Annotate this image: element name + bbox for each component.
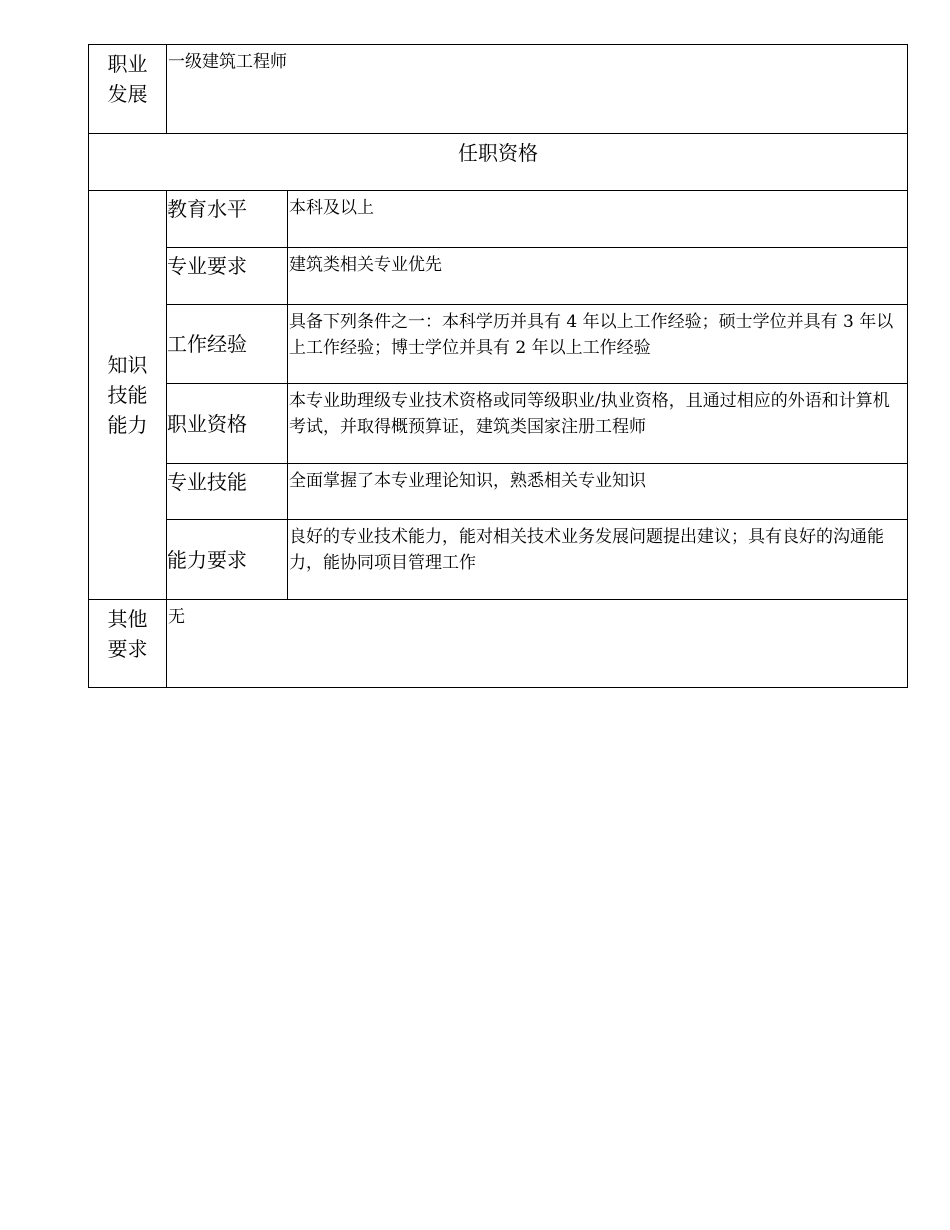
knowledge-label-line1: 知识: [107, 353, 148, 377]
other-label-line1: 其他: [107, 607, 148, 631]
knowledge-label-line2: 技能: [107, 383, 148, 407]
skills-value: 全面掌握了本专业理论知识，熟悉相关专业知识: [288, 464, 908, 520]
career-label-cell: [89, 45, 167, 134]
education-label: 教育水平: [167, 191, 288, 248]
job-requirements-table: [88, 44, 908, 688]
major-label: 专业要求: [167, 248, 288, 305]
certification-value: 本专业助理级专业技术资格或同等级职业/执业资格，且通过相应的外语和计算机考试，并取得概预算证，建筑类国家注册工程师: [288, 384, 908, 464]
knowledge-row-education: [89, 191, 908, 248]
career-label-line2: 发展: [107, 82, 148, 106]
certification-label: 职业资格: [167, 384, 288, 464]
other-label-cell: [89, 600, 167, 688]
other-row: [89, 600, 908, 688]
experience-value: 具备下列条件之一：本科学历并具有 4 年以上工作经验；硕士学位并具有 3 年以上工作经验；博士学位并具有 2 年以上工作经验: [288, 305, 908, 384]
knowledge-label-cell: [89, 191, 167, 600]
knowledge-row-certification: [89, 384, 908, 464]
education-value: 本科及以上: [288, 191, 908, 248]
other-label-line2: 要求: [107, 637, 148, 661]
ability-value: 良好的专业技术能力，能对相关技术业务发展问题提出建议；具有良好的沟通能力，能协同项目管理工作: [288, 520, 908, 600]
career-label-line1: 职业: [107, 52, 148, 76]
qualifications-heading-row: [89, 134, 908, 191]
experience-label: 工作经验: [167, 305, 288, 384]
knowledge-row-ability: [89, 520, 908, 600]
career-row: [89, 45, 908, 134]
knowledge-row-major: [89, 248, 908, 305]
other-value: 无: [167, 600, 908, 688]
knowledge-row-experience: [89, 305, 908, 384]
skills-label: 专业技能: [167, 464, 288, 520]
major-value: 建筑类相关专业优先: [288, 248, 908, 305]
knowledge-label-line3: 能力: [107, 413, 148, 437]
ability-label: 能力要求: [167, 520, 288, 600]
knowledge-row-skills: [89, 464, 908, 520]
qualifications-heading: 任职资格: [89, 134, 908, 191]
career-value: 一级建筑工程师: [167, 45, 908, 134]
